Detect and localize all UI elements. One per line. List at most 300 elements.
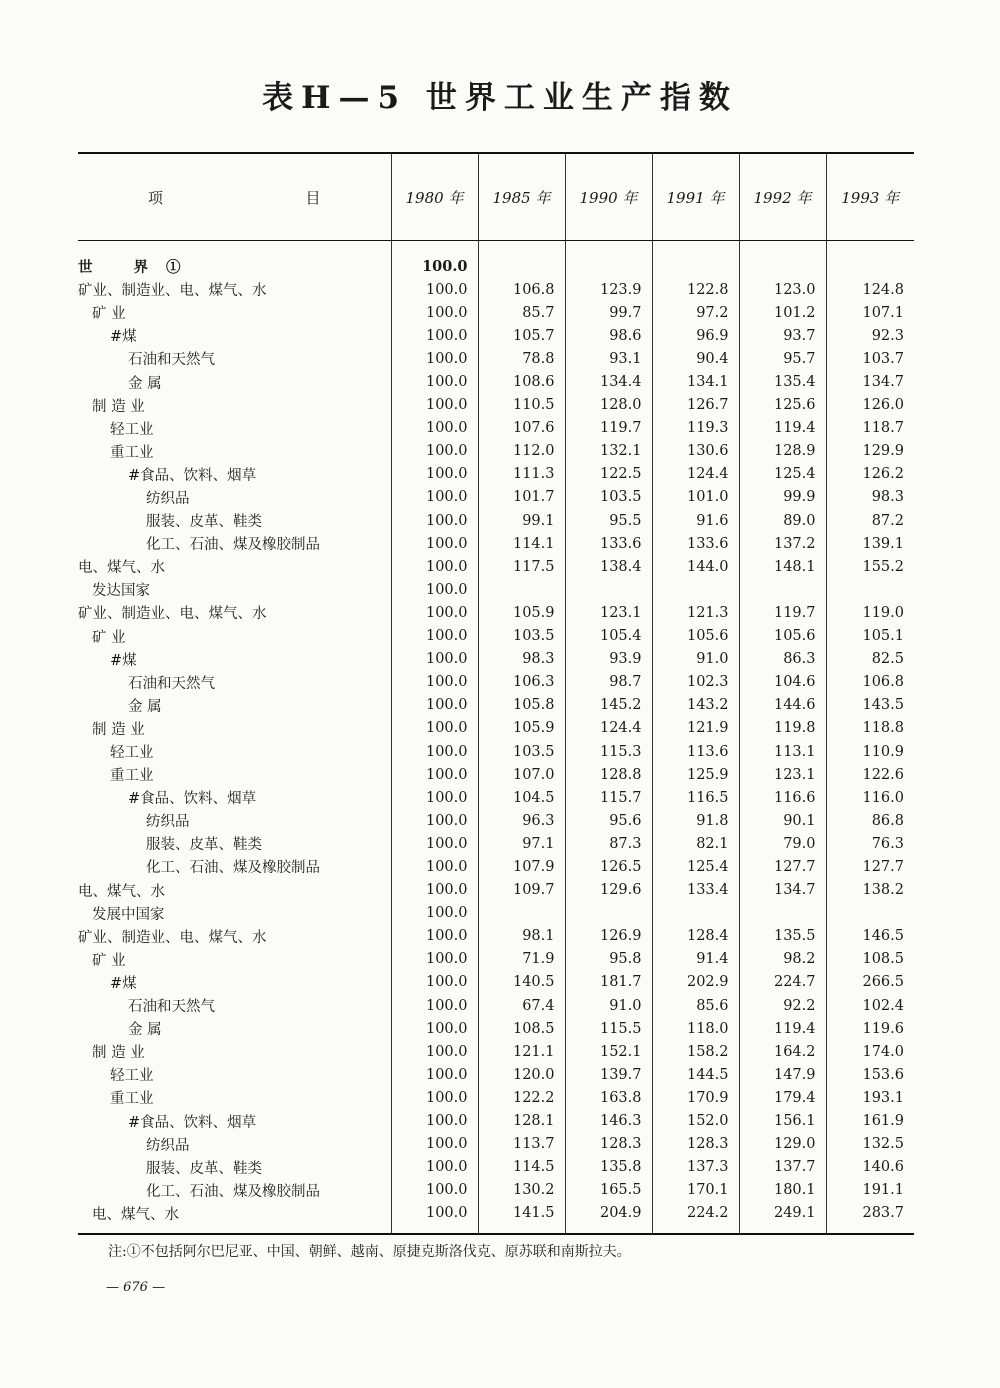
value-cell: 170.9 xyxy=(652,1086,739,1109)
value-cell: 115.3 xyxy=(565,740,652,763)
value-cell: 100.0 xyxy=(391,671,478,694)
value-cell: 124.4 xyxy=(652,463,739,486)
value-cell: 98.3 xyxy=(478,648,565,671)
table-row xyxy=(78,1202,914,1234)
value-cell: 266.5 xyxy=(826,971,914,994)
value-cell: 134.4 xyxy=(565,370,652,393)
value-cell: 125.9 xyxy=(652,763,739,786)
value-cell: 100.0 xyxy=(391,1133,478,1156)
value-cell: 89.0 xyxy=(739,509,826,532)
value-cell: 113.1 xyxy=(739,740,826,763)
table-row xyxy=(78,417,914,440)
value-cell xyxy=(478,578,565,601)
value-cell: 98.3 xyxy=(826,486,914,509)
table-row xyxy=(78,971,914,994)
value-cell: 76.3 xyxy=(826,832,914,855)
table-header-row xyxy=(78,153,914,241)
row-label: #食品、饮料、烟草 xyxy=(128,791,257,808)
value-cell: 119.4 xyxy=(739,1017,826,1040)
value-cell: 100.0 xyxy=(391,786,478,809)
row-label: 服装、皮革、鞋类 xyxy=(146,514,262,531)
value-cell: 117.5 xyxy=(478,555,565,578)
value-cell: 145.2 xyxy=(565,694,652,717)
row-label: 石油和天然气 xyxy=(128,352,215,369)
value-cell: 100.0 xyxy=(391,1202,478,1234)
value-cell: 132.1 xyxy=(565,440,652,463)
value-cell: 155.2 xyxy=(826,555,914,578)
value-cell xyxy=(826,241,914,279)
value-cell: 116.5 xyxy=(652,786,739,809)
value-cell: 98.6 xyxy=(565,324,652,347)
row-label: #食品、饮料、烟草 xyxy=(128,1114,257,1131)
value-cell: 78.8 xyxy=(478,347,565,370)
row-label: 纺织品 xyxy=(146,1137,190,1154)
value-cell: 100.0 xyxy=(391,601,478,624)
value-cell: 153.6 xyxy=(826,1063,914,1086)
item-column-header xyxy=(78,153,391,241)
row-label: 轻工业 xyxy=(110,421,154,438)
value-cell: 125.6 xyxy=(739,394,826,417)
value-cell: 91.4 xyxy=(652,948,739,971)
value-cell: 97.1 xyxy=(478,832,565,855)
year-column-header: 1980 年 xyxy=(391,153,478,241)
value-cell: 106.8 xyxy=(826,671,914,694)
value-cell: 152.0 xyxy=(652,1109,739,1132)
year-column-header: 1992 年 xyxy=(739,153,826,241)
row-label: 制 造 业 xyxy=(92,398,145,415)
value-cell: 108.5 xyxy=(478,1017,565,1040)
row-label: 矿业、制造业、电、煤气、水 xyxy=(78,606,267,623)
table-row xyxy=(78,925,914,948)
row-label: 化工、石油、煤及橡胶制品 xyxy=(146,537,320,554)
row-label: 纺织品 xyxy=(146,814,190,831)
value-cell: 91.6 xyxy=(652,509,739,532)
value-cell: 139.1 xyxy=(826,532,914,555)
value-cell: 87.3 xyxy=(565,832,652,855)
value-cell: 137.7 xyxy=(739,1156,826,1179)
table-row xyxy=(78,717,914,740)
value-cell: 115.7 xyxy=(565,786,652,809)
row-label: 电、煤气、水 xyxy=(78,560,165,577)
value-cell: 129.9 xyxy=(826,440,914,463)
value-cell xyxy=(826,578,914,601)
value-cell: 100.0 xyxy=(391,486,478,509)
value-cell xyxy=(652,241,739,279)
value-cell: 90.1 xyxy=(739,809,826,832)
value-cell: 118.0 xyxy=(652,1017,739,1040)
value-cell: 134.1 xyxy=(652,370,739,393)
row-label: 电、煤气、水 xyxy=(92,1206,179,1223)
row-label: #煤 xyxy=(110,329,137,346)
page-number: — 676 — xyxy=(106,1280,166,1295)
table-row xyxy=(78,832,914,855)
value-cell xyxy=(652,578,739,601)
value-cell: 128.8 xyxy=(565,763,652,786)
value-cell: 86.3 xyxy=(739,648,826,671)
value-cell: 161.9 xyxy=(826,1109,914,1132)
value-cell: 121.3 xyxy=(652,601,739,624)
value-cell: 98.7 xyxy=(565,671,652,694)
value-cell: 110.5 xyxy=(478,394,565,417)
value-cell: 128.0 xyxy=(565,394,652,417)
value-cell: 122.5 xyxy=(565,463,652,486)
value-cell: 91.8 xyxy=(652,809,739,832)
value-cell: 100.0 xyxy=(391,555,478,578)
table-row xyxy=(78,1156,914,1179)
table-row xyxy=(78,463,914,486)
value-cell: 128.3 xyxy=(565,1133,652,1156)
row-label: 重工业 xyxy=(110,1091,154,1108)
value-cell: 106.3 xyxy=(478,671,565,694)
row-label: 矿业、制造业、电、煤气、水 xyxy=(78,929,267,946)
row-label: 服装、皮革、鞋类 xyxy=(146,1160,262,1177)
table-row xyxy=(78,763,914,786)
row-label: 化工、石油、煤及橡胶制品 xyxy=(146,1183,320,1200)
value-cell xyxy=(739,578,826,601)
table-row xyxy=(78,648,914,671)
value-cell: 100.0 xyxy=(391,717,478,740)
value-cell: 163.8 xyxy=(565,1086,652,1109)
value-cell: 107.6 xyxy=(478,417,565,440)
value-cell: 103.5 xyxy=(478,740,565,763)
value-cell: 126.2 xyxy=(826,463,914,486)
year-column-header: 1991 年 xyxy=(652,153,739,241)
table-row xyxy=(78,1063,914,1086)
value-cell: 129.0 xyxy=(739,1133,826,1156)
value-cell: 132.5 xyxy=(826,1133,914,1156)
value-cell: 127.7 xyxy=(826,855,914,878)
value-cell xyxy=(565,902,652,925)
footnote: 注:①不包括阿尔巴尼亚、中国、朝鲜、越南、原捷克斯洛伐克、原苏联和南斯拉夫。 xyxy=(108,1244,631,1260)
row-label: 制 造 业 xyxy=(92,721,145,738)
value-cell: 134.7 xyxy=(826,370,914,393)
index-table-container xyxy=(78,152,914,1235)
value-cell: 82.1 xyxy=(652,832,739,855)
value-cell: 100.0 xyxy=(391,902,478,925)
value-cell: 103.5 xyxy=(478,625,565,648)
value-cell: 152.1 xyxy=(565,1040,652,1063)
value-cell: 137.2 xyxy=(739,532,826,555)
row-label: 矿业、制造业、电、煤气、水 xyxy=(78,283,267,300)
value-cell: 100.0 xyxy=(391,509,478,532)
value-cell: 140.6 xyxy=(826,1156,914,1179)
value-cell: 141.5 xyxy=(478,1202,565,1234)
row-label: #煤 xyxy=(110,652,137,669)
value-cell: 144.6 xyxy=(739,694,826,717)
value-cell: 170.1 xyxy=(652,1179,739,1202)
table-row xyxy=(78,278,914,301)
table-row xyxy=(78,601,914,624)
value-cell: 98.2 xyxy=(739,948,826,971)
row-label: 电、煤气、水 xyxy=(78,883,165,900)
value-cell: 123.1 xyxy=(739,763,826,786)
value-cell: 146.5 xyxy=(826,925,914,948)
value-cell xyxy=(565,578,652,601)
table-row xyxy=(78,855,914,878)
value-cell: 106.8 xyxy=(478,278,565,301)
value-cell: 180.1 xyxy=(739,1179,826,1202)
value-cell: 100.0 xyxy=(391,394,478,417)
value-cell: 125.4 xyxy=(652,855,739,878)
value-cell: 283.7 xyxy=(826,1202,914,1234)
value-cell: 118.8 xyxy=(826,717,914,740)
value-cell: 100.0 xyxy=(391,417,478,440)
value-cell: 95.6 xyxy=(565,809,652,832)
table-row xyxy=(78,555,914,578)
value-cell: 100.0 xyxy=(391,347,478,370)
value-cell: 100.0 xyxy=(391,1040,478,1063)
value-cell: 107.0 xyxy=(478,763,565,786)
value-cell: 93.7 xyxy=(739,324,826,347)
value-cell: 85.7 xyxy=(478,301,565,324)
value-cell: 122.8 xyxy=(652,278,739,301)
row-label: 服装、皮革、鞋类 xyxy=(146,837,262,854)
value-cell: 156.1 xyxy=(739,1109,826,1132)
value-cell: 105.6 xyxy=(739,625,826,648)
value-cell: 108.6 xyxy=(478,370,565,393)
table-row xyxy=(78,347,914,370)
row-label: 矿 业 xyxy=(92,629,126,646)
value-cell: 102.4 xyxy=(826,994,914,1017)
value-cell: 95.7 xyxy=(739,347,826,370)
value-cell: 100.0 xyxy=(391,324,478,347)
value-cell: 204.9 xyxy=(565,1202,652,1234)
value-cell: 138.4 xyxy=(565,555,652,578)
value-cell: 100.0 xyxy=(391,879,478,902)
table-row xyxy=(78,902,914,925)
table-row xyxy=(78,948,914,971)
table-row xyxy=(78,1040,914,1063)
value-cell: 144.0 xyxy=(652,555,739,578)
year-column-header: 1990 年 xyxy=(565,153,652,241)
value-cell: 96.9 xyxy=(652,324,739,347)
table-row xyxy=(78,301,914,324)
value-cell: 147.9 xyxy=(739,1063,826,1086)
table-row xyxy=(78,1179,914,1202)
table-row xyxy=(78,241,914,279)
value-cell: 101.0 xyxy=(652,486,739,509)
table-row xyxy=(78,694,914,717)
value-cell: 86.8 xyxy=(826,809,914,832)
value-cell: 105.6 xyxy=(652,625,739,648)
value-cell: 191.1 xyxy=(826,1179,914,1202)
table-row xyxy=(78,671,914,694)
value-cell: 174.0 xyxy=(826,1040,914,1063)
value-cell: 224.7 xyxy=(739,971,826,994)
table-row xyxy=(78,578,914,601)
value-cell: 100.0 xyxy=(391,463,478,486)
row-label: 金 属 xyxy=(128,375,162,392)
value-cell: 105.1 xyxy=(826,625,914,648)
value-cell: 134.7 xyxy=(739,879,826,902)
value-cell: 105.8 xyxy=(478,694,565,717)
value-cell: 133.6 xyxy=(652,532,739,555)
table-row xyxy=(78,1133,914,1156)
value-cell: 93.9 xyxy=(565,648,652,671)
table-row xyxy=(78,486,914,509)
value-cell: 100.0 xyxy=(391,948,478,971)
row-label: 发达国家 xyxy=(92,583,150,600)
value-cell: 100.0 xyxy=(391,832,478,855)
value-cell: 119.0 xyxy=(826,601,914,624)
value-cell: 67.4 xyxy=(478,994,565,1017)
value-cell: 99.9 xyxy=(739,486,826,509)
row-label: 矿 业 xyxy=(92,952,126,969)
value-cell: 91.0 xyxy=(652,648,739,671)
value-cell: 100.0 xyxy=(391,1063,478,1086)
row-label: 金 属 xyxy=(128,698,162,715)
value-cell: 143.2 xyxy=(652,694,739,717)
value-cell: 104.5 xyxy=(478,786,565,809)
table-row xyxy=(78,532,914,555)
value-cell: 96.3 xyxy=(478,809,565,832)
value-cell: 107.1 xyxy=(826,301,914,324)
value-cell: 128.9 xyxy=(739,440,826,463)
industrial-index-table xyxy=(78,152,914,1235)
value-cell: 127.7 xyxy=(739,855,826,878)
value-cell: 112.0 xyxy=(478,440,565,463)
value-cell: 181.7 xyxy=(565,971,652,994)
value-cell: 110.9 xyxy=(826,740,914,763)
value-cell: 115.5 xyxy=(565,1017,652,1040)
value-cell: 87.2 xyxy=(826,509,914,532)
value-cell: 119.8 xyxy=(739,717,826,740)
value-cell xyxy=(478,902,565,925)
value-cell: 109.7 xyxy=(478,879,565,902)
table-body xyxy=(78,241,914,1234)
value-cell: 85.6 xyxy=(652,994,739,1017)
table-row xyxy=(78,1017,914,1040)
value-cell xyxy=(826,902,914,925)
row-label: 重工业 xyxy=(110,444,154,461)
value-cell: 97.2 xyxy=(652,301,739,324)
value-cell xyxy=(478,241,565,279)
value-cell: 119.7 xyxy=(739,601,826,624)
value-cell: 100.0 xyxy=(391,1109,478,1132)
table-row xyxy=(78,740,914,763)
value-cell: 90.4 xyxy=(652,347,739,370)
value-cell: 118.7 xyxy=(826,417,914,440)
value-cell: 100.0 xyxy=(391,994,478,1017)
table-row xyxy=(78,809,914,832)
value-cell: 179.4 xyxy=(739,1086,826,1109)
value-cell xyxy=(652,902,739,925)
value-cell: 100.0 xyxy=(391,740,478,763)
value-cell xyxy=(739,902,826,925)
value-cell: 103.7 xyxy=(826,347,914,370)
value-cell: 135.4 xyxy=(739,370,826,393)
value-cell: 100.0 xyxy=(391,855,478,878)
value-cell: 122.6 xyxy=(826,763,914,786)
value-cell: 100.0 xyxy=(391,301,478,324)
row-label: 石油和天然气 xyxy=(128,675,215,692)
value-cell: 202.9 xyxy=(652,971,739,994)
value-cell: 123.0 xyxy=(739,278,826,301)
value-cell: 119.7 xyxy=(565,417,652,440)
value-cell: 93.1 xyxy=(565,347,652,370)
row-label: #食品、饮料、烟草 xyxy=(128,467,257,484)
value-cell: 119.3 xyxy=(652,417,739,440)
value-cell: 100.0 xyxy=(391,763,478,786)
value-cell: 91.0 xyxy=(565,994,652,1017)
value-cell: 123.1 xyxy=(565,601,652,624)
value-cell: 120.0 xyxy=(478,1063,565,1086)
value-cell: 126.0 xyxy=(826,394,914,417)
value-cell: 128.1 xyxy=(478,1109,565,1132)
value-cell: 100.0 xyxy=(391,241,478,279)
value-cell: 130.6 xyxy=(652,440,739,463)
table-row xyxy=(78,324,914,347)
value-cell xyxy=(739,241,826,279)
row-label: 金 属 xyxy=(128,1022,162,1039)
value-cell: 119.4 xyxy=(739,417,826,440)
value-cell: 224.2 xyxy=(652,1202,739,1234)
table-row xyxy=(78,786,914,809)
value-cell: 128.3 xyxy=(652,1133,739,1156)
value-cell: 193.1 xyxy=(826,1086,914,1109)
value-cell: 164.2 xyxy=(739,1040,826,1063)
value-cell: 165.5 xyxy=(565,1179,652,1202)
value-cell: 105.9 xyxy=(478,717,565,740)
value-cell: 100.0 xyxy=(391,440,478,463)
value-cell: 100.0 xyxy=(391,532,478,555)
row-label: 化工、石油、煤及橡胶制品 xyxy=(146,860,320,877)
table-row xyxy=(78,394,914,417)
row-label: 轻工业 xyxy=(110,1068,154,1085)
value-cell: 148.1 xyxy=(739,555,826,578)
value-cell: 137.3 xyxy=(652,1156,739,1179)
value-cell: 146.3 xyxy=(565,1109,652,1132)
value-cell: 128.4 xyxy=(652,925,739,948)
value-cell: 101.7 xyxy=(478,486,565,509)
value-cell: 100.0 xyxy=(391,1017,478,1040)
row-label: 纺织品 xyxy=(146,490,190,507)
value-cell: 143.5 xyxy=(826,694,914,717)
value-cell: 116.0 xyxy=(826,786,914,809)
item-header-left: 项 xyxy=(148,188,164,207)
value-cell: 111.3 xyxy=(478,463,565,486)
value-cell: 126.9 xyxy=(565,925,652,948)
table-row xyxy=(78,440,914,463)
value-cell: 79.0 xyxy=(739,832,826,855)
value-cell: 114.5 xyxy=(478,1156,565,1179)
row-label: 矿 业 xyxy=(92,306,126,323)
value-cell: 138.2 xyxy=(826,879,914,902)
value-cell: 133.6 xyxy=(565,532,652,555)
value-cell: 98.1 xyxy=(478,925,565,948)
year-column-header: 1993 年 xyxy=(826,153,914,241)
value-cell: 100.0 xyxy=(391,694,478,717)
value-cell: 113.6 xyxy=(652,740,739,763)
value-cell: 71.9 xyxy=(478,948,565,971)
value-cell: 108.5 xyxy=(826,948,914,971)
table-row xyxy=(78,879,914,902)
value-cell: 100.0 xyxy=(391,925,478,948)
value-cell: 113.7 xyxy=(478,1133,565,1156)
row-label: 轻工业 xyxy=(110,745,154,762)
value-cell: 119.6 xyxy=(826,1017,914,1040)
value-cell: 100.0 xyxy=(391,578,478,601)
row-label: 发展中国家 xyxy=(92,906,165,923)
value-cell: 99.1 xyxy=(478,509,565,532)
value-cell: 100.0 xyxy=(391,1179,478,1202)
table-row xyxy=(78,509,914,532)
table-row xyxy=(78,994,914,1017)
value-cell: 95.8 xyxy=(565,948,652,971)
value-cell: 101.2 xyxy=(739,301,826,324)
value-cell: 123.9 xyxy=(565,278,652,301)
value-cell: 100.0 xyxy=(391,1156,478,1179)
